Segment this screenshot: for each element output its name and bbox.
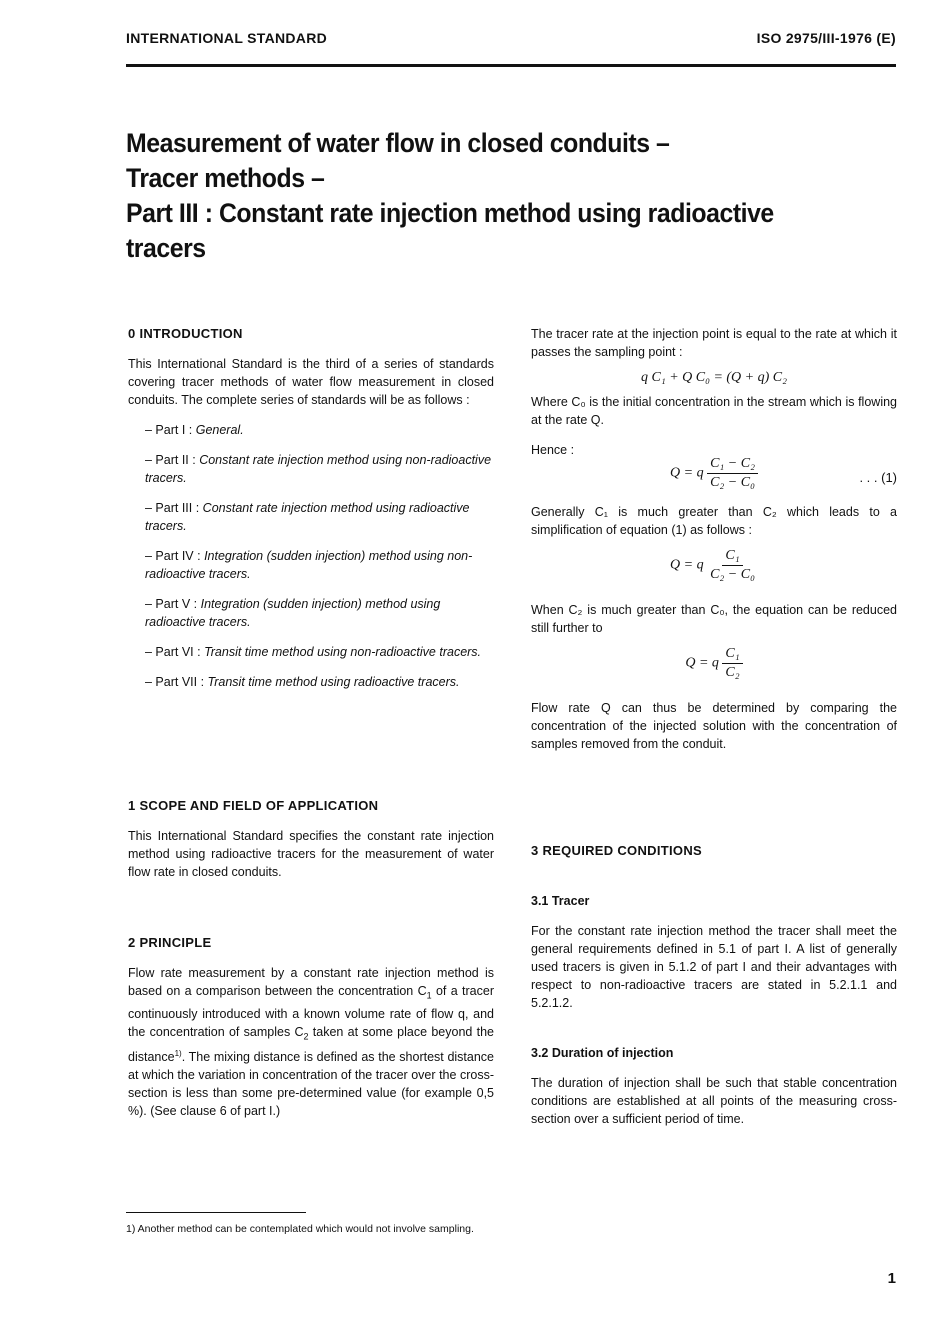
introduction-section xyxy=(128,325,494,691)
duration-paragraph: The duration of injection shall be such that stable concentration conditions are established at all points of the measuring cross-section over a sufficient period of time. xyxy=(531,1076,897,1126)
right-intro-section xyxy=(531,325,897,753)
reduction-paragraph: When C₂ is much greater than C₀, the equation can be reduced still further to xyxy=(531,603,897,635)
duration-subheading: 3.2 Duration of injection xyxy=(531,1046,674,1060)
page-number: 1 xyxy=(887,1270,896,1287)
required-conditions-section xyxy=(531,842,897,1128)
tracer-subheading: 3.1 Tracer xyxy=(531,894,590,908)
hence-label: Hence : xyxy=(531,443,575,457)
list-item: – Part I : General. xyxy=(145,423,244,437)
scope-heading: 1 SCOPE AND FIELD OF APPLICATION xyxy=(128,798,379,813)
list-item: – Part V : Integration (sudden injection) method using radioactive tracers. xyxy=(145,597,441,629)
required-conditions-heading: 3 REQUIRED CONDITIONS xyxy=(531,843,702,858)
introduction-paragraph: This International Standard is the third of a series of standards covering tracer methods of water flow measurement in closed conduits. The complete series of standards will be as follows : xyxy=(128,357,494,407)
title-line-1: Measurement of water flow in closed conduits – xyxy=(126,128,670,158)
principle-section xyxy=(128,934,494,1120)
principle-heading: 2 PRINCIPLE xyxy=(128,935,212,950)
tracer-rate-paragraph: The tracer rate at the injection point is equal to the rate at which it passes the sampling point : xyxy=(531,327,897,359)
title-line-2: Tracer methods – xyxy=(126,163,325,193)
list-item: – Part VI : Transit time method using non-radioactive tracers. xyxy=(145,645,482,659)
footnote: 1) Another method can be contemplated which would not involve sampling. xyxy=(126,1223,474,1235)
introduction-heading: 0 INTRODUCTION xyxy=(128,326,243,341)
header-rule xyxy=(126,64,896,67)
parts-list xyxy=(128,421,494,691)
equation-simplified: Q = q $\frac{\text{C₁}}{\text{C₂ − C₀}}$ xyxy=(670,548,755,582)
equation-1: Q = q $\frac{\text{C₁ − C₂}}{\text{C₂ − C₀}}$ . . . (1) xyxy=(670,456,897,490)
scope-paragraph: This International Standard specifies the constant rate injection method using radioactive tracers for the measurement of water flow rate in closed conduits. xyxy=(128,829,494,879)
header-right: ISO 2975/III-1976 (E) xyxy=(756,30,896,46)
tracer-paragraph: For the constant rate injection method the tracer shall meet the general requirements defined in 5.1 of part I. A list of generally used tracers is given in 5.1.2 of part I and their advantages with respect to non-radioactive tracers are stated in 5.2.1.1 and 5.2.1.2. xyxy=(531,924,897,1010)
flow-rate-paragraph: Flow rate Q can thus be determined by comparing the concentration of the injected solution with the concentration of samples removed from the conduit. xyxy=(531,701,897,751)
list-item: – Part VII : Transit time method using radioactive tracers. xyxy=(145,675,460,689)
list-item: – Part IV : Integration (sudden injection) method using non-radioactive tracers. xyxy=(145,549,473,581)
header-left: INTERNATIONAL STANDARD xyxy=(126,30,328,46)
footnote-reference: 1) xyxy=(174,1049,182,1058)
footnote-rule xyxy=(126,1212,306,1213)
simplification-paragraph: Generally C₁ is much greater than C₂ which leads to a simplification of equation (1) as follows : xyxy=(531,505,897,537)
list-item: – Part II : Constant rate injection method using non-radioactive tracers. xyxy=(145,453,492,485)
principle-paragraph: Flow rate measurement by a constant rate injection method is based on a comparison between the concentration $C_1$ of a tracer continuously introduced with a known volume rate of flow q, and the concentration of samples $C_2$ taken at some place beyond the distance$^{1)}$. The mixing distance is defined as the shortest distance at which the variation in concentration of the tracer over the cross-section is less than some pre-determined value (for example 0,5 %). (See clause 6 of part I.) xyxy=(128,966,494,1119)
equation-reduced: Q = q $\frac{\text{C₁}}{\text{C₂}}$ xyxy=(531,645,897,689)
list-item: – Part III : Constant rate injection method using radioactive tracers. xyxy=(145,501,470,533)
page-title xyxy=(126,126,834,266)
title-line-3: Part III : Constant rate injection method using radioactive xyxy=(126,198,774,228)
equation-number: . . . (1) xyxy=(859,470,897,485)
where-paragraph: Where C₀ is the initial concentration in the stream which is flowing at the rate Q. xyxy=(531,395,897,427)
scope-section xyxy=(128,797,494,881)
title-line-4: tracers xyxy=(126,233,206,263)
equation-balance: q C₁ + Q C₀ = (Q + q) C₂ xyxy=(640,370,787,385)
